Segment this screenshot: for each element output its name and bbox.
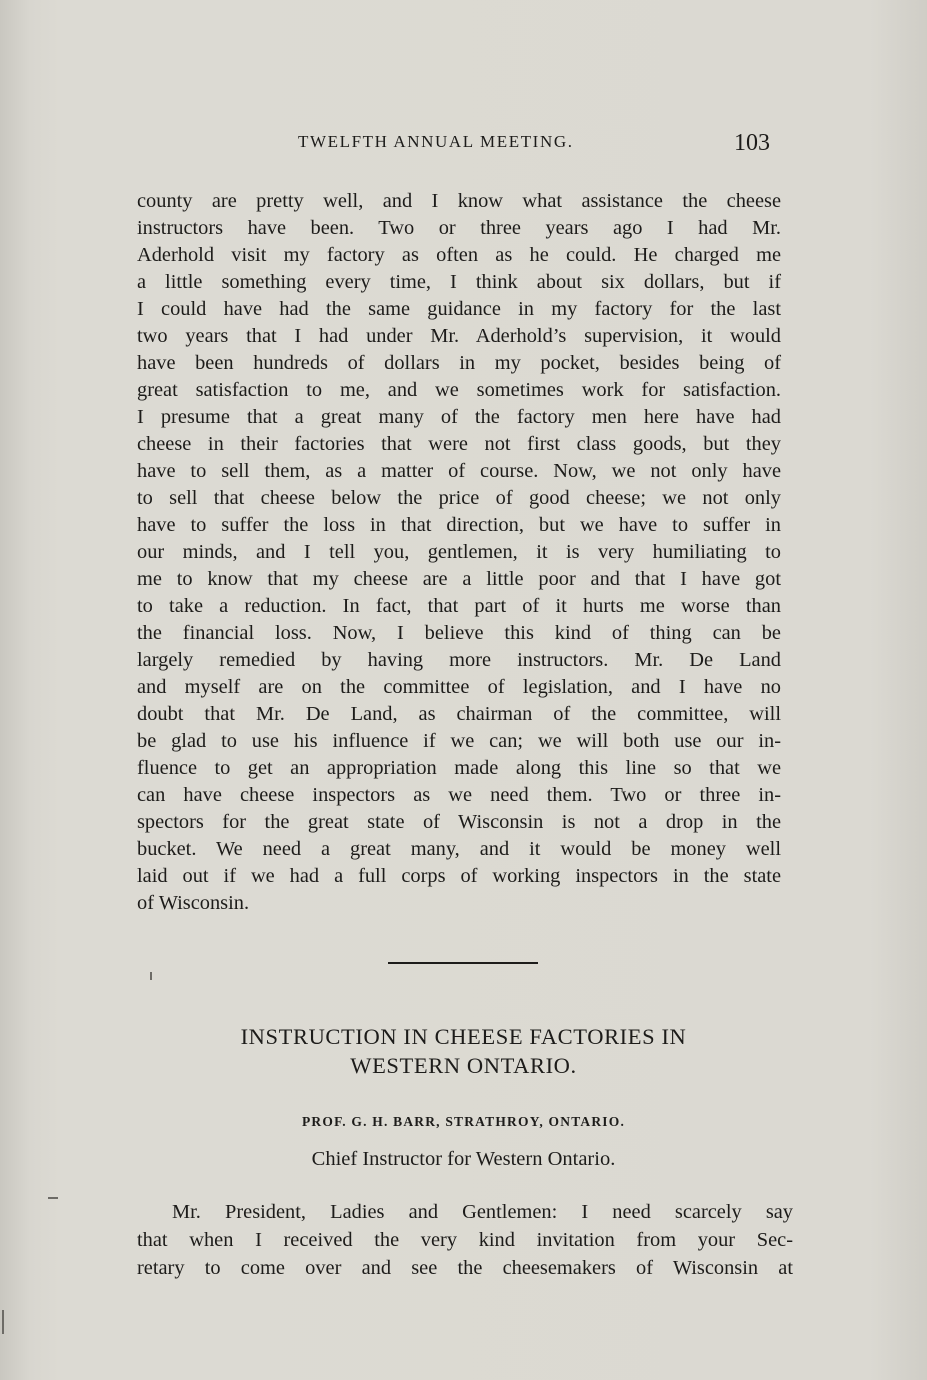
text-line: fluence to get an appropriation made along this line so that we [137, 757, 781, 779]
text-line: county are pretty well, and I know what assistance the cheese [137, 190, 781, 212]
text-line: spectors for the great state of Wisconsin is not a drop in the [137, 811, 781, 833]
text-line: I presume that a great many of the factory men here have had [137, 406, 781, 428]
text-line: be glad to use his influence if we can; we will both use our in- [137, 730, 781, 752]
text-line: have been hundreds of dollars in my pocket, besides being of [137, 352, 781, 374]
section-title-line: INSTRUCTION IN CHEESE FACTORIES IN [240, 1024, 687, 1049]
text-line: have to sell them, as a matter of course. Now, we not only have [137, 460, 781, 482]
section-title [0, 1022, 927, 1080]
section-divider [388, 962, 538, 964]
text-line: Aderhold visit my factory as often as he could. He charged me [137, 244, 781, 266]
text-line: can have cheese inspectors as we need them. Two or three in- [137, 784, 781, 806]
text-line: of Wisconsin. [137, 892, 250, 914]
text-line: me to know that my cheese are a little poor and that I have got [137, 568, 781, 590]
text-line: retary to come over and see the cheesemakers of Wisconsin at [137, 1257, 793, 1279]
text-line: and myself are on the committee of legislation, and I have no [137, 676, 781, 698]
text-line: largely remedied by having more instructors. Mr. De Land [137, 649, 781, 671]
page-number: 103 [734, 130, 770, 156]
text-line: I could have had the same guidance in my factory for the last [137, 298, 781, 320]
text-line: a little something every time, I think about six dollars, but if [137, 271, 781, 293]
page-header [0, 132, 927, 162]
text-line: great satisfaction to me, and we sometimes work for satisfaction. [137, 379, 781, 401]
body-paragraph [137, 188, 781, 917]
section-title-line: WESTERN ONTARIO. [350, 1053, 577, 1078]
text-line: have to suffer the loss in that direction, but we have to suffer in [137, 514, 781, 536]
text-line: doubt that Mr. De Land, as chairman of the committee, will [137, 703, 781, 725]
author-name: PROF. G. H. BARR, STRATHROY, ONTARIO. [301, 1114, 626, 1129]
running-head: TWELFTH ANNUAL MEETING. [298, 132, 574, 151]
text-line: the financial loss. Now, I believe this kind of thing can be [137, 622, 781, 644]
text-line: cheese in their factories that were not first class goods, but they [137, 433, 781, 455]
speech-paragraph [137, 1198, 793, 1282]
text-line: that when I received the very kind invitation from your Sec- [137, 1229, 793, 1251]
scan-speck [2, 1310, 4, 1334]
scan-speck [48, 1197, 58, 1199]
text-line: two years that I had under Mr. Aderhold’s supervision, it would [137, 325, 781, 347]
text-line: our minds, and I tell you, gentlemen, it is very humiliating to [137, 541, 781, 563]
text-line: Mr. President, Ladies and Gentlemen: I need scarcely say [172, 1201, 793, 1223]
text-line: instructors have been. Two or three years ago I had Mr. [137, 217, 781, 239]
scan-speck [150, 972, 152, 980]
text-line: bucket. We need a great many, and it would be money well [137, 838, 781, 860]
author-role: Chief Instructor for Western Ontario. [311, 1148, 616, 1170]
text-line: to take a reduction. In fact, that part of it hurts me worse than [137, 595, 781, 617]
text-line: laid out if we had a full corps of working inspectors in the state [137, 865, 781, 887]
text-line: to sell that cheese below the price of good cheese; we not only [137, 487, 781, 509]
